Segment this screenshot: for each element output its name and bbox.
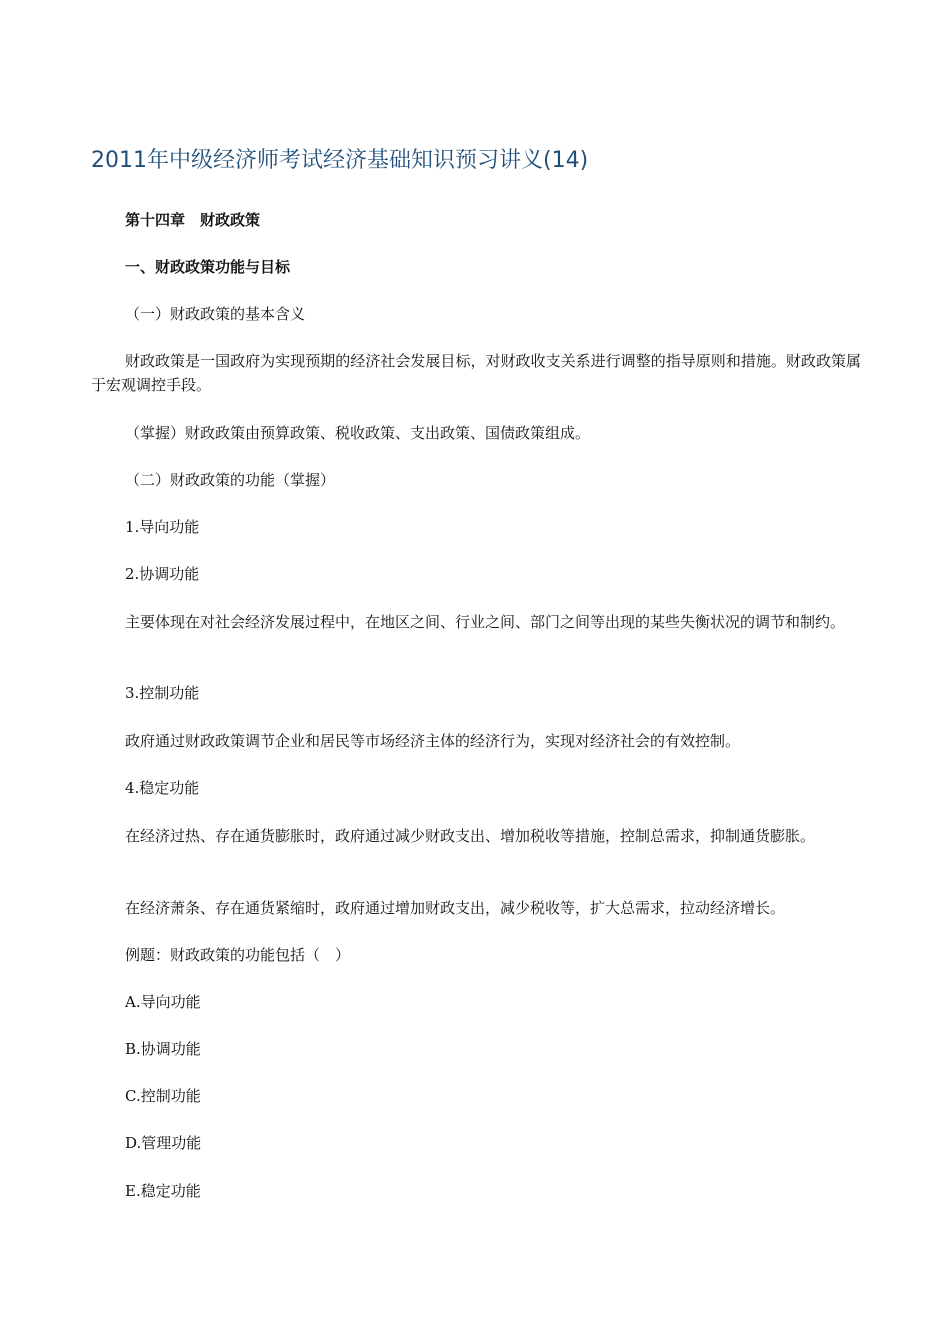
list-item-control: 3.控制功能 xyxy=(125,684,200,702)
list-item-stability: 4.稳定功能 xyxy=(125,779,200,797)
subsection-heading-functions: （二）财政政策的功能（掌握） xyxy=(125,471,336,489)
section-heading: 一、财政政策功能与目标 xyxy=(125,258,291,276)
option-d: D.管理功能 xyxy=(125,1134,202,1152)
paragraph-control: 政府通过财政政策调节企业和居民等市场经济主体的经济行为，实现对经济社会的有效控制。 xyxy=(125,732,741,750)
list-item-coordination: 2.协调功能 xyxy=(125,565,200,583)
document-title: 2011年中级经济师考试经济基础知识预习讲义(14) xyxy=(91,148,589,173)
option-a: A.导向功能 xyxy=(125,993,201,1011)
paragraph-overheating: 在经济过热、存在通货膨胀时，政府通过减少财政支出、增加税收等措施，控制总需求，抑制通货膨胀。 xyxy=(125,827,816,845)
list-item-guidance: 1.导向功能 xyxy=(125,518,200,536)
paragraph-coordination: 主要体现在对社会经济发展过程中，在地区之间、行业之间、部门之间等出现的某些失衡状况的调节和制约。 xyxy=(125,613,846,631)
option-e: E.稳定功能 xyxy=(125,1182,201,1200)
paragraph-recession: 在经济萧条、存在通货紧缩时，政府通过增加财政支出，减少税收等，扩大总需求，拉动经济增长。 xyxy=(125,899,786,917)
option-c: C.控制功能 xyxy=(125,1087,201,1105)
chapter-heading: 第十四章 财政政策 xyxy=(125,211,261,229)
option-b: B.协调功能 xyxy=(125,1040,201,1058)
subsection-heading-basic-meaning: （一）财政政策的基本含义 xyxy=(125,305,306,323)
example-question: 例题：财政政策的功能包括（ ） xyxy=(125,946,351,964)
paragraph-definition: 财政政策是一国政府为实现预期的经济社会发展目标，对财政收支关系进行调整的指导原则和措施。财政政策属于宏观调控手段。 xyxy=(91,352,861,394)
paragraph-composition: （掌握）财政政策由预算政策、税收政策、支出政策、国债政策组成。 xyxy=(125,424,591,442)
